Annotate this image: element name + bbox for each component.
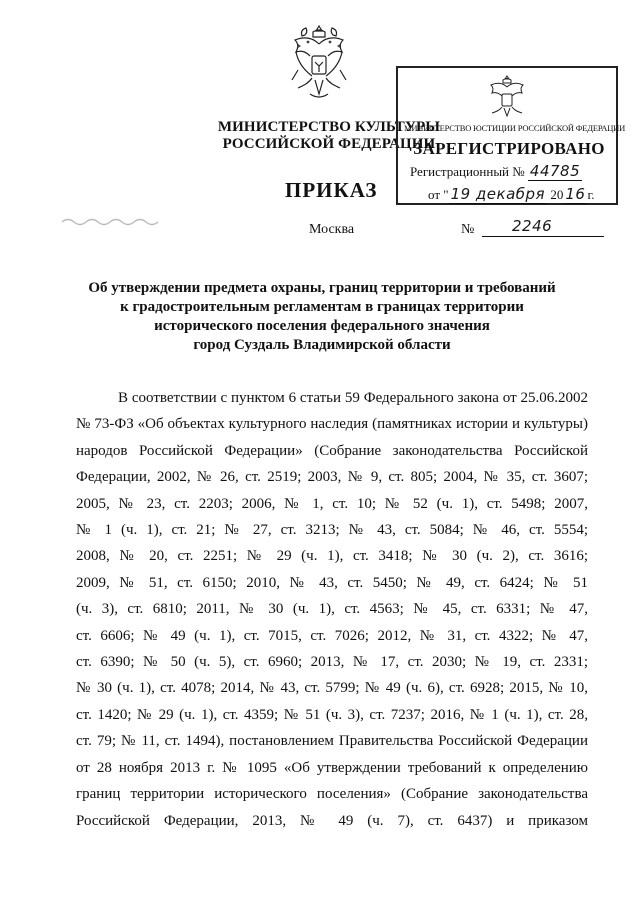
number-label: № [461,222,475,237]
document-type: ПРИКАЗ [285,178,378,202]
document-body [76,385,588,834]
document-title [60,279,584,355]
body-line: Федерации, 2002, № 26, ст. 2519; 2003, № 9, ст. 805; 2004, № 35, ст. 3607; [76,469,588,486]
body-line: № 30 (ч. 1), ст. 4078; 2014, № 43, ст. 5799; № 49 (ч. 6), ст. 6928; 2015, № 10, [76,680,588,697]
ministry-line-2: РОССИЙСКОЙ ФЕДЕРАЦИИ [222,136,436,152]
body-line: Российской Федерации, 2013, № 49 (ч. 7), ст. 6437) и приказом [76,812,588,829]
body-line: (ч. 3), ст. 6810; 2011, № 30 (ч. 1), ст. 4563; № 45, ст. 6331; № 47, [76,601,588,618]
stamp-date-prefix: от " [428,187,449,202]
title-line: Об утверждении предмета охраны, границ территории и требований [88,280,556,296]
body-line: 2008, № 20, ст. 2251; № 29 (ч. 1), ст. 3418; № 30 (ч. 2), ст. 3616; [76,548,588,565]
city: Москва [309,222,355,237]
stamp-emblem [486,74,528,120]
title-line: исторического поселения федерального значения [154,318,490,334]
body-line: ст. 6606; № 49 (ч. 1), ст. 7015, ст. 7026; 2012, № 31, ст. 4322; № 47, [76,627,588,644]
title-line: город Суздаль Владимирской области [193,337,451,353]
body-line: ст. 1420; № 29 (ч. 1), ст. 4359; № 51 (ч. 3), ст. 7237; 2016, № 1 (ч. 1), ст. 28, [76,706,588,723]
stamp-date-row [428,185,595,204]
stamp-date-year-prefix: 20 [547,187,564,202]
body-line: народов Российской Федерации» (Собрание законодательства Российской [76,442,588,459]
body-line: от 28 ноября 2013 г. № 1095 «Об утверждении требований к определению [76,759,588,776]
stamp-date-handwritten: 19 декабря [450,185,546,203]
stamp-status: ЗАРЕГИСТРИРОВАНО [413,139,605,158]
body-line: 2005, № 23, ст. 2203; 2006, № 1, ст. 10; № 52 (ч. 1), ст. 5498; 2007, [76,495,588,512]
coat-of-arms-emblem [288,22,350,108]
ministry-line-1: МИНИСТЕРСТВО КУЛЬТУРЫ [217,119,441,135]
title-line: к градостроительным регламентам в границах территории [120,299,524,315]
body-line: границ территории исторического поселения» (Собрание законодательства [76,786,588,803]
stamp-ministry-text: МИНИСТЕРСТВО ЮСТИЦИИ РОССИЙСКОЙ ФЕДЕРАЦИИ [404,123,626,133]
stamp-date-year: 16 [565,185,586,203]
body-line: ст. 79; № 11, ст. 1494), постановлением Правительства Российской Федерации [76,733,588,750]
stamp-reg-label: Регистрационный № [410,164,525,179]
registration-stamp [396,66,626,205]
stamp-date-suffix: г. [587,187,595,202]
stamp-reg-number: 44785 [529,162,581,180]
body-line: № 1 (ч. 1), ст. 21; № 27, ст. 3213; № 43, ст. 5084; № 46, ст. 5554; [76,522,588,539]
body-line: ст. 6390; № 50 (ч. 5), ст. 6960; 2013, № 17, ст. 2030; № 19, ст. 2331; [76,654,588,671]
faded-date-mark [60,216,166,226]
body-line: 2009, № 51, ст. 6150; 2010, № 43, ст. 5450; № 49, ст. 6424; № 51 [76,574,588,591]
number-underline [482,236,604,237]
stamp-registration-row [410,162,582,181]
body-line: В соответствии с пунктом 6 статьи 59 Федерального закона от 25.06.2002 [118,390,588,406]
order-number-handwritten: 2246 [512,217,553,235]
body-line: № 73-ФЗ «Об объектах культурного наследия (памятниках истории и культуры) [76,416,588,433]
